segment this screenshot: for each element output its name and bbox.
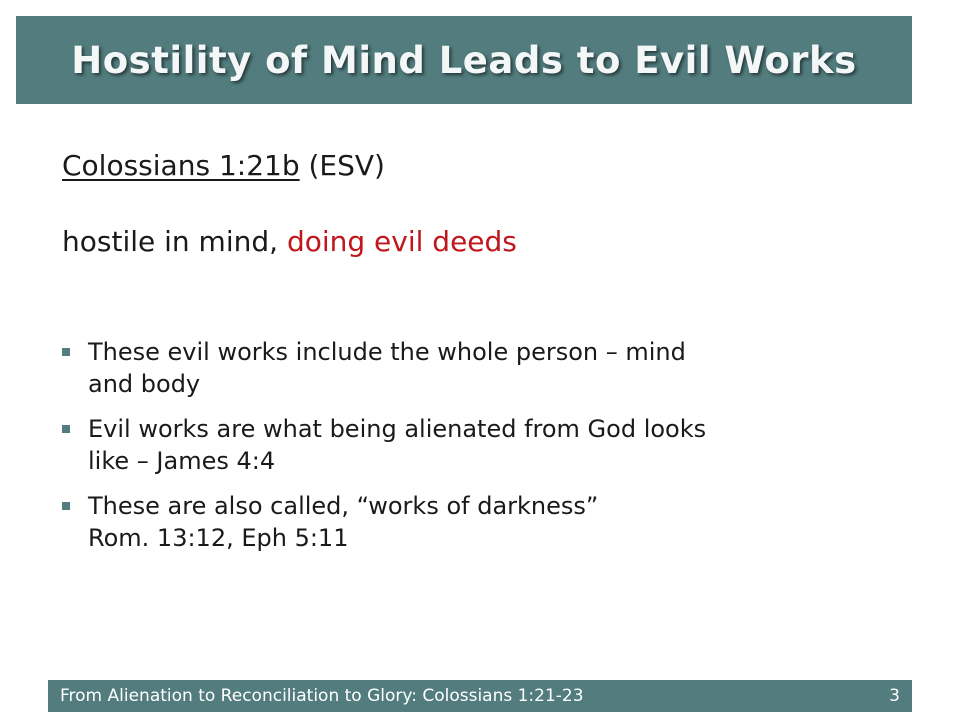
verse-plain: hostile in mind, bbox=[62, 225, 287, 258]
list-item bbox=[60, 490, 880, 554]
list-item bbox=[60, 413, 880, 477]
reference-version: (ESV) bbox=[299, 149, 385, 182]
bullet-list bbox=[60, 336, 880, 567]
bullet-text-line: and body bbox=[88, 370, 201, 398]
verse-text bbox=[62, 222, 517, 262]
footer-title: From Alienation to Reconciliation to Glory: Colossians 1:21-23 bbox=[60, 686, 584, 706]
bullet-text-line: Evil works are what being alienated from God looks bbox=[88, 415, 707, 443]
square-bullet-icon bbox=[62, 425, 70, 433]
bullet-text-line: These are also called, “works of darkness” bbox=[88, 492, 599, 520]
scripture-reference bbox=[62, 146, 385, 186]
square-bullet-icon bbox=[62, 348, 70, 356]
verse-emphasis: doing evil deeds bbox=[286, 225, 517, 258]
bullet-text-line: These evil works include the whole person – mind bbox=[88, 338, 686, 366]
bullet-text-line: like – James 4:4 bbox=[88, 447, 276, 475]
reference-link[interactable]: Colossians 1:21b bbox=[62, 149, 300, 182]
list-item bbox=[60, 336, 880, 400]
square-bullet-icon bbox=[62, 502, 70, 510]
slide-title: Hostility of Mind Leads to Evil Works bbox=[71, 38, 857, 82]
page-number: 3 bbox=[889, 686, 900, 706]
footer-bar bbox=[48, 680, 912, 712]
bullet-text-line: Rom. 13:12, Eph 5:11 bbox=[88, 524, 349, 552]
title-bar bbox=[16, 16, 912, 104]
